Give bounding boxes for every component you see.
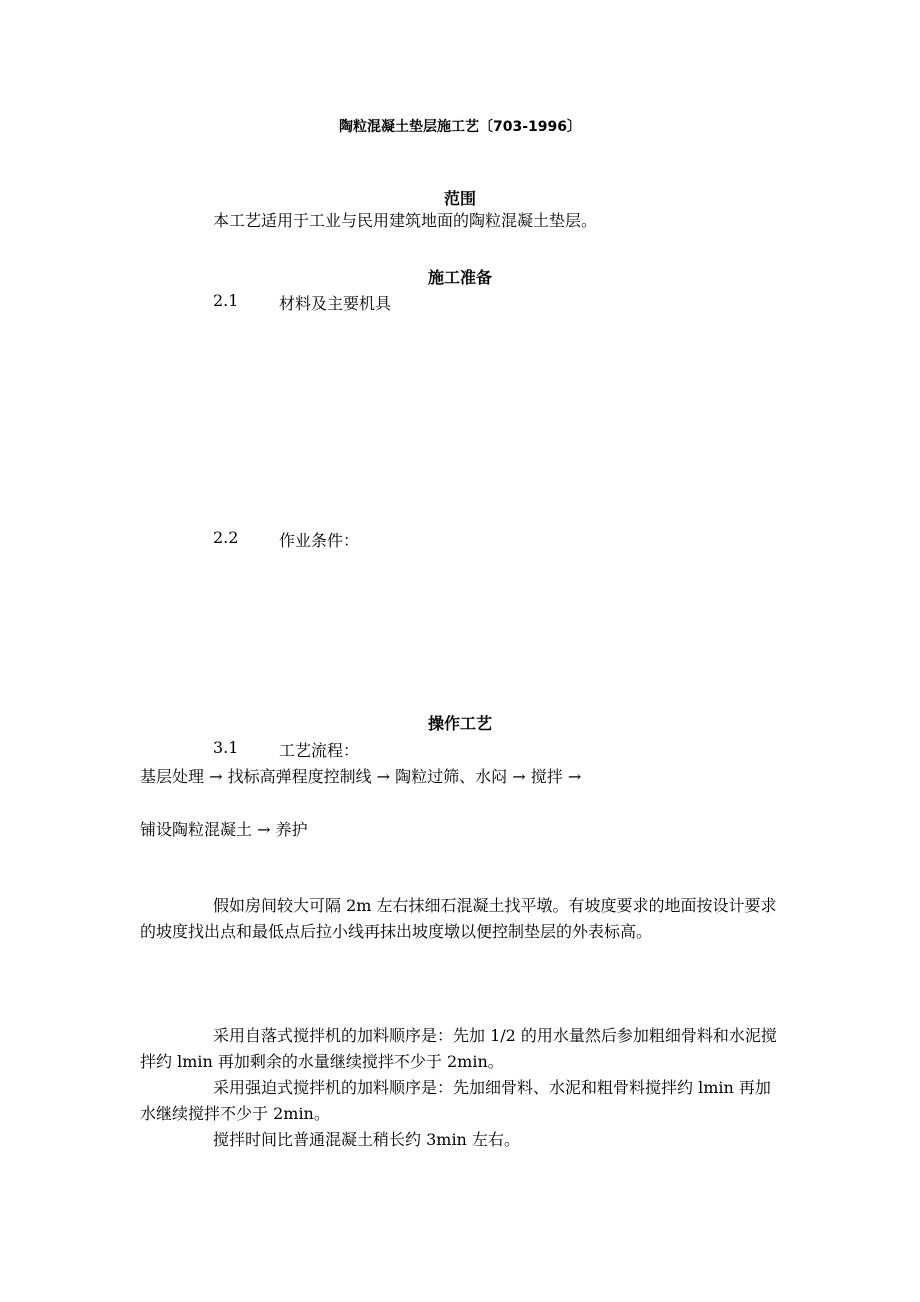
section-heading-operation: 操作工艺 xyxy=(427,714,492,733)
paragraph-mixing-time: 搅拌时间比普通混凝土稍长约 3min 左右。 xyxy=(213,1130,520,1149)
scope-text: 本工艺适用于工业与民用建筑地面的陶粒混凝土垫层。 xyxy=(213,211,598,230)
item-label-work-conditions: 作业条件： xyxy=(279,531,360,550)
item-label-process-flow: 工艺流程： xyxy=(279,741,360,760)
section-heading-scope: 范围 xyxy=(443,189,476,208)
process-flow-line-1: 基层处理 → 找标高弹程度控制线 → 陶粒过筛、水闷 → 搅拌 → xyxy=(140,767,582,786)
process-flow-line-2: 铺设陶粒混凝土 → 养护 xyxy=(140,820,308,839)
paragraph-forced-mixer: 采用强迫式搅拌机的加料顺序是：先加细骨料、水泥和粗骨料搅拌约 lmin 再加水继续搅拌不少于 2min。 xyxy=(140,1078,771,1123)
document-title: 陶粒混凝土垫层施工艺〔703-1996〕 xyxy=(339,119,581,135)
item-label-materials: 材料及主要机具 xyxy=(279,294,392,313)
item-number-3-1: 3.1 xyxy=(213,738,239,757)
paragraph-leveling: 假如房间较大可隔 2m 左右抹细石混凝土找平墩。有坡度要求的地面按设计要求的坡度找出点和最低点后拉小线再抹出坡度墩以便控制垫层的外表标高。 xyxy=(140,896,777,941)
paragraph-free-fall-mixer: 采用自落式搅拌机的加料顺序是：先加 1/2 的用水量然后参加粗细骨料和水泥搅拌约 lmin 再加剩余的水量继续搅拌不少于 2min。 xyxy=(140,1026,777,1071)
item-number-2-1: 2.1 xyxy=(213,291,239,310)
item-number-2-2: 2.2 xyxy=(213,528,239,547)
section-heading-preparation: 施工准备 xyxy=(427,268,492,287)
